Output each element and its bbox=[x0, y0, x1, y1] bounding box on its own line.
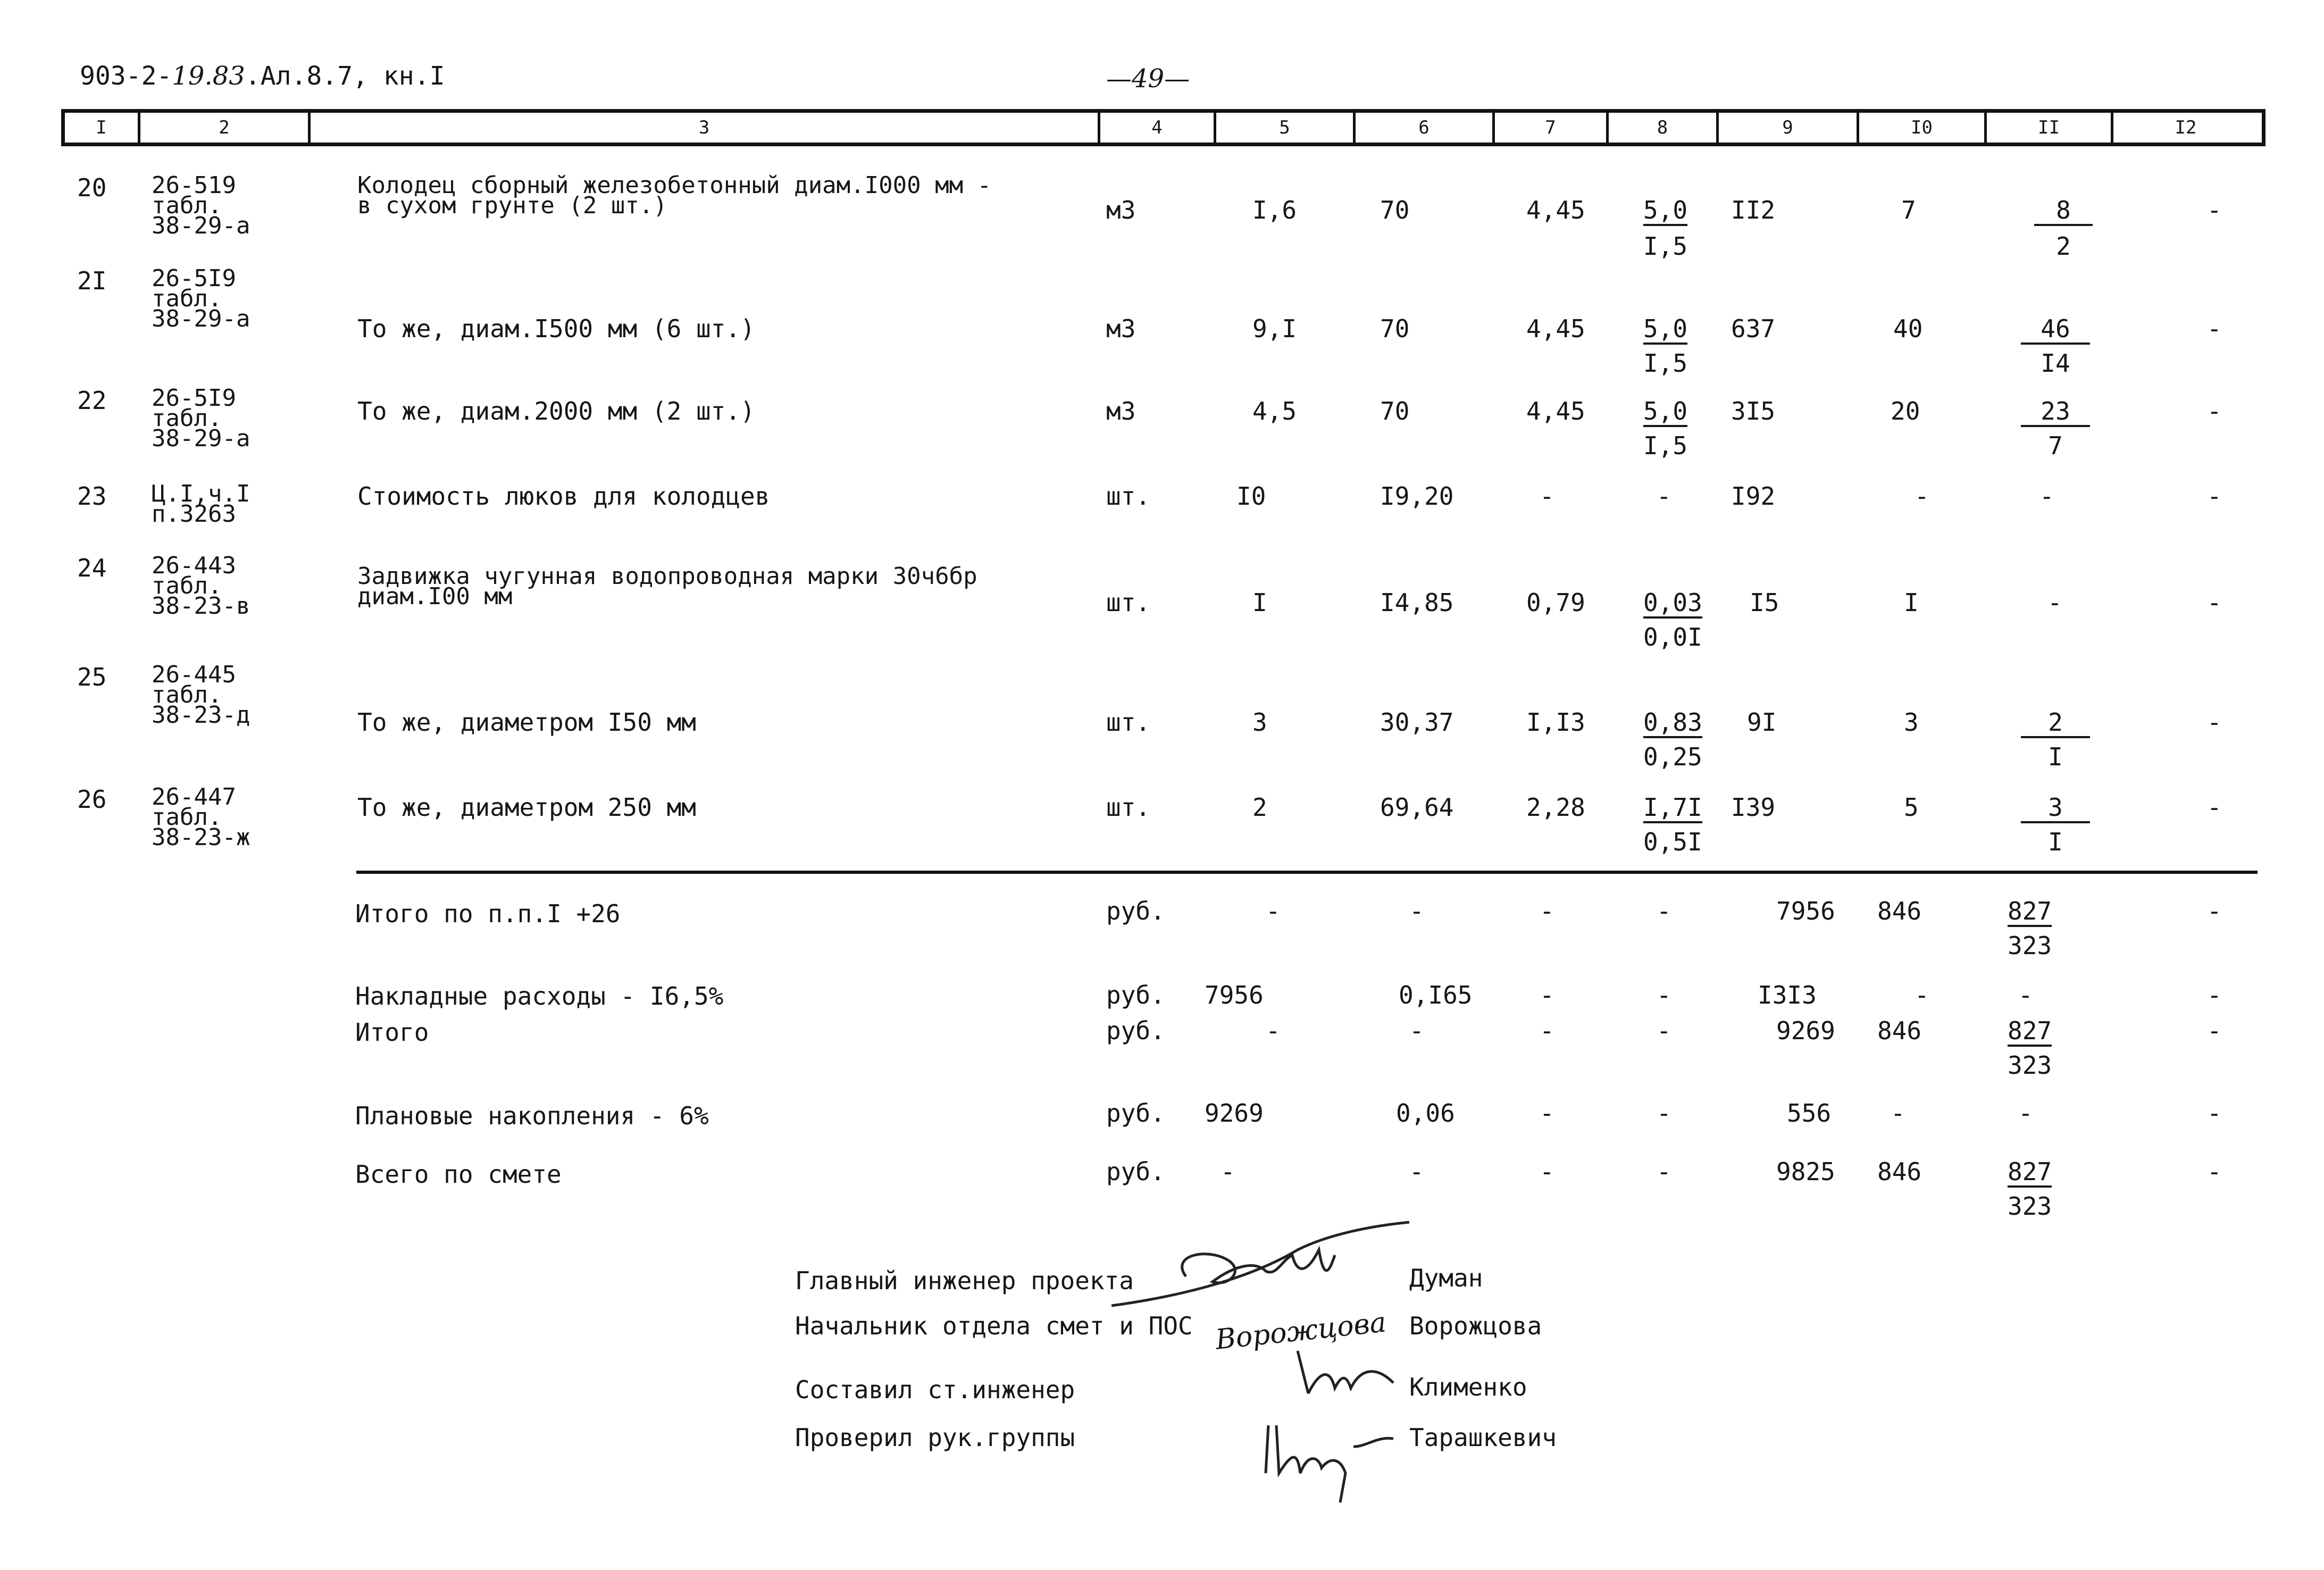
row-description: То же, диам.I500 мм (6 шт.) bbox=[357, 314, 755, 343]
summary-col6: - bbox=[1409, 1157, 1424, 1186]
row-col11-top: - bbox=[2047, 588, 2062, 617]
row-col11-bottom: I4 bbox=[2041, 349, 2070, 378]
summary-col12: - bbox=[2207, 1016, 2222, 1045]
row-quantity: 3 bbox=[1252, 708, 1267, 737]
row-col9: I92 bbox=[1731, 482, 1776, 511]
code-line: 38-29-а bbox=[152, 305, 250, 332]
row-number: 25 bbox=[77, 663, 107, 691]
row-col12: - bbox=[2207, 482, 2222, 511]
column-header-1: I bbox=[65, 113, 140, 143]
row-col9: I5 bbox=[1750, 588, 1779, 617]
column-header-12: I2 bbox=[2175, 117, 2197, 138]
signature-role: Главный инженер проекта bbox=[795, 1266, 1134, 1295]
summary-col10: 846 bbox=[1877, 1157, 1922, 1186]
code-line: 38-29-а bbox=[152, 425, 250, 452]
signature-scribble-estimator bbox=[1287, 1346, 1404, 1404]
summary-col8: - bbox=[1657, 981, 1671, 1009]
doc-code-handwritten: 19.83 bbox=[172, 61, 245, 91]
row-unit: м3 bbox=[1106, 196, 1136, 224]
summary-col9: 556 bbox=[1787, 1099, 1832, 1128]
row-code bbox=[152, 661, 250, 729]
summary-col5: 7956 bbox=[1205, 981, 1264, 1009]
summary-col9: 9825 bbox=[1776, 1157, 1835, 1186]
signature-scribble-chief-engineer bbox=[1106, 1218, 1415, 1314]
code-line: 38-23-в bbox=[152, 592, 250, 620]
code-line: 26-447 bbox=[152, 783, 236, 811]
row-col11-bottom: 7 bbox=[2048, 431, 2063, 460]
summary-col9: 9269 bbox=[1776, 1016, 1835, 1045]
row-col12: - bbox=[2207, 588, 2222, 617]
row-col8-top: 5,0 bbox=[1643, 316, 1687, 345]
row-unit-price: I4,85 bbox=[1380, 588, 1454, 617]
summary-col8: - bbox=[1657, 1099, 1671, 1128]
row-number: 2I bbox=[77, 266, 107, 295]
row-col10: 3 bbox=[1904, 708, 1919, 737]
row-unit-price: 70 bbox=[1380, 397, 1410, 425]
row-description bbox=[357, 172, 992, 219]
row-col7: I,I3 bbox=[1526, 708, 1585, 737]
summary-col5: - bbox=[1266, 897, 1281, 925]
code-line: табл. bbox=[152, 192, 222, 219]
column-header-5: 5 bbox=[1216, 113, 1356, 143]
row-col11-top: 3 bbox=[2021, 795, 2090, 823]
row-description: То же, диаметром I50 мм bbox=[357, 708, 696, 737]
row-unit-price: 30,37 bbox=[1380, 708, 1454, 737]
summary-col11-top: 827 bbox=[2008, 1159, 2052, 1188]
signature-name: Клименко bbox=[1409, 1373, 1527, 1401]
row-number: 24 bbox=[77, 554, 107, 582]
signature-scribble-group-lead bbox=[1260, 1404, 1409, 1505]
summary-col6: - bbox=[1409, 1016, 1424, 1045]
summary-col7: - bbox=[1540, 1099, 1554, 1128]
summary-unit: руб. bbox=[1106, 1157, 1165, 1186]
row-col9: I39 bbox=[1731, 793, 1776, 822]
summary-label: Плановые накопления - 6% bbox=[355, 1101, 709, 1130]
row-quantity: 9,I bbox=[1252, 314, 1297, 343]
code-line: 38-29-а bbox=[152, 212, 250, 239]
code-line: табл. bbox=[152, 285, 222, 312]
summary-col11-top: 827 bbox=[2008, 899, 2052, 927]
summary-col12: - bbox=[2207, 1157, 2222, 1186]
row-col11-top: 8 bbox=[2034, 198, 2093, 226]
row-col9: 9I bbox=[1747, 708, 1777, 737]
row-col8-bottom: I,5 bbox=[1643, 232, 1688, 261]
row-unit: шт. bbox=[1106, 793, 1151, 822]
row-unit: м3 bbox=[1106, 314, 1136, 343]
row-unit: шт. bbox=[1106, 708, 1151, 737]
code-line: 26-443 bbox=[152, 552, 236, 579]
row-unit: м3 bbox=[1106, 397, 1136, 425]
summary-label: Итого bbox=[355, 1018, 429, 1047]
row-col11-bottom: 2 bbox=[2056, 232, 2071, 261]
summary-col8: - bbox=[1657, 1016, 1671, 1045]
row-code bbox=[152, 480, 250, 528]
desc-line: Колодец сборный железобетонный диам.I000 мм - bbox=[357, 172, 992, 199]
summary-col10: - bbox=[1891, 1099, 1905, 1128]
row-quantity: I bbox=[1252, 588, 1267, 617]
column-header-11: II bbox=[1987, 113, 2113, 143]
row-col8-top: - bbox=[1657, 482, 1671, 511]
row-col8-bottom: 0,5I bbox=[1643, 828, 1702, 856]
summary-col5: - bbox=[1266, 1016, 1281, 1045]
row-col11-bottom: I bbox=[2048, 742, 2063, 771]
summary-col11-bottom: 323 bbox=[2008, 1192, 2052, 1221]
row-col8-top: I,7I bbox=[1643, 795, 1702, 823]
row-col7: 4,45 bbox=[1526, 314, 1585, 343]
code-line: 26-445 bbox=[152, 661, 236, 688]
row-col8-bottom: I,5 bbox=[1643, 431, 1688, 460]
row-number: 26 bbox=[77, 785, 107, 814]
summary-label: Всего по смете bbox=[355, 1160, 562, 1189]
row-col7: 2,28 bbox=[1526, 793, 1585, 822]
column-header-2: 2 bbox=[140, 113, 311, 143]
row-col8-top: 5,0 bbox=[1643, 399, 1687, 427]
column-header-7: 7 bbox=[1495, 113, 1609, 143]
signature-name: Ворожцова bbox=[1409, 1312, 1542, 1340]
desc-line: в сухом грунте (2 шт.) bbox=[357, 192, 667, 219]
row-col9: 3I5 bbox=[1731, 397, 1776, 425]
row-unit-price: 70 bbox=[1380, 196, 1410, 224]
row-col8-top: 5,0 bbox=[1643, 198, 1687, 226]
summary-col11-top: - bbox=[2018, 981, 2033, 1009]
row-unit: шт. bbox=[1106, 588, 1151, 617]
column-header-10: I0 bbox=[1859, 113, 1987, 143]
doc-code-prefix: 903-2- bbox=[80, 61, 172, 91]
row-col10: 20 bbox=[1891, 397, 1920, 425]
row-col9: 637 bbox=[1731, 314, 1776, 343]
handwritten-signature: Ворожцова bbox=[1214, 1306, 1388, 1356]
row-description bbox=[357, 563, 977, 610]
code-line: 38-23-д bbox=[152, 702, 250, 729]
summary-unit: руб. bbox=[1106, 981, 1165, 1009]
summary-col10: 846 bbox=[1877, 897, 1922, 925]
row-description: То же, диаметром 250 мм bbox=[357, 793, 696, 822]
summary-col6: - bbox=[1409, 897, 1424, 925]
row-col8-top: 0,03 bbox=[1643, 590, 1702, 619]
desc-line: диам.I00 мм bbox=[357, 583, 513, 610]
row-col12: - bbox=[2207, 196, 2222, 224]
summary-label: Итого по п.п.I +26 bbox=[355, 899, 621, 928]
doc-code-suffix: .Ал.8.7, кн.I bbox=[245, 61, 445, 91]
code-line: п.3263 bbox=[152, 500, 236, 528]
row-quantity: I0 bbox=[1236, 482, 1266, 511]
row-col8-top: 0,83 bbox=[1643, 710, 1702, 738]
row-code bbox=[152, 172, 250, 239]
row-number: 20 bbox=[77, 173, 107, 202]
summary-unit: руб. bbox=[1106, 1099, 1165, 1128]
summary-col11-top: 827 bbox=[2008, 1018, 2052, 1047]
row-code bbox=[152, 385, 250, 452]
summary-col7: - bbox=[1540, 897, 1554, 925]
summary-col11-bottom: 323 bbox=[2008, 931, 2052, 960]
row-unit-price: I9,20 bbox=[1380, 482, 1454, 511]
row-col7: 0,79 bbox=[1526, 588, 1585, 617]
row-code bbox=[152, 552, 250, 620]
doc-code bbox=[80, 61, 445, 91]
row-code bbox=[152, 783, 250, 851]
summary-col9: I3I3 bbox=[1758, 981, 1817, 1009]
summary-col10: - bbox=[1915, 981, 1929, 1009]
row-code bbox=[152, 265, 250, 332]
code-line: 26-5I9 bbox=[152, 265, 236, 292]
summary-col6: 0,06 bbox=[1396, 1099, 1455, 1128]
code-line: 26-519 bbox=[152, 172, 236, 199]
row-col11-top: 23 bbox=[2021, 399, 2090, 427]
summary-col8: - bbox=[1657, 1157, 1671, 1186]
row-col12: - bbox=[2207, 397, 2222, 425]
summary-col7: - bbox=[1540, 1016, 1554, 1045]
column-header-9: 9 bbox=[1719, 113, 1859, 143]
summary-col7: - bbox=[1540, 981, 1554, 1009]
row-quantity: 2 bbox=[1252, 793, 1267, 822]
summary-col6: 0,I65 bbox=[1399, 981, 1473, 1009]
row-col8-bottom: 0,0I bbox=[1643, 623, 1702, 652]
summary-col7: - bbox=[1540, 1157, 1554, 1186]
column-header-8: 8 bbox=[1609, 113, 1719, 143]
row-col12: - bbox=[2207, 708, 2222, 737]
signature-name: Думан bbox=[1409, 1264, 1483, 1292]
row-col10: - bbox=[1915, 482, 1929, 511]
row-col11-top: - bbox=[2039, 482, 2054, 511]
row-col10: 40 bbox=[1893, 314, 1923, 343]
row-col10: 5 bbox=[1904, 793, 1919, 822]
row-col8-bottom: I,5 bbox=[1643, 349, 1688, 378]
summary-col11-top: - bbox=[2018, 1099, 2033, 1128]
row-col11-top: 2 bbox=[2021, 710, 2090, 738]
summary-col11-bottom: 323 bbox=[2008, 1051, 2052, 1080]
row-col11-bottom: I bbox=[2048, 828, 2063, 856]
summary-col12: - bbox=[2207, 981, 2222, 1009]
row-quantity: 4,5 bbox=[1252, 397, 1297, 425]
desc-line: Задвижка чугунная водопроводная марки 30ч6бр bbox=[357, 563, 977, 590]
row-unit-price: 70 bbox=[1380, 314, 1410, 343]
signature-role: Начальник отдела смет и ПОС bbox=[795, 1312, 1193, 1340]
row-col7: - bbox=[1540, 482, 1554, 511]
column-header-4: 4 bbox=[1100, 113, 1216, 143]
code-line: табл. bbox=[152, 572, 222, 599]
row-col7: 4,45 bbox=[1526, 397, 1585, 425]
row-description: Стоимость люков для колодцев bbox=[357, 482, 770, 511]
code-line: Ц.I,ч.I bbox=[152, 480, 250, 507]
page-number: —49— bbox=[1106, 64, 1190, 94]
row-col12: - bbox=[2207, 314, 2222, 343]
summary-unit: руб. bbox=[1106, 897, 1165, 925]
row-col12: - bbox=[2207, 793, 2222, 822]
row-unit-price: 69,64 bbox=[1380, 793, 1454, 822]
row-col9: II2 bbox=[1731, 196, 1776, 224]
row-unit: шт. bbox=[1106, 482, 1151, 511]
summary-col8: - bbox=[1657, 897, 1671, 925]
row-number: 23 bbox=[77, 482, 107, 511]
summary-col5: 9269 bbox=[1205, 1099, 1264, 1128]
row-number: 22 bbox=[77, 386, 107, 415]
row-quantity: I,6 bbox=[1252, 196, 1297, 224]
row-col10: I bbox=[1904, 588, 1919, 617]
code-line: 38-23-ж bbox=[152, 824, 250, 851]
totals-divider bbox=[356, 871, 2258, 874]
column-header-row bbox=[61, 109, 2266, 146]
signature-role: Составил ст.инженер bbox=[795, 1375, 1075, 1404]
column-header-3: 3 bbox=[311, 113, 1100, 143]
summary-col10: 846 bbox=[1877, 1016, 1922, 1045]
summary-label: Накладные расходы - I6,5% bbox=[355, 982, 724, 1011]
summary-col9: 7956 bbox=[1776, 897, 1835, 925]
signature-role: Проверил рук.группы bbox=[795, 1423, 1075, 1452]
column-header-6: 6 bbox=[1356, 113, 1495, 143]
summary-col5: - bbox=[1220, 1157, 1235, 1186]
code-line: 26-5I9 bbox=[152, 385, 236, 412]
row-col7: 4,45 bbox=[1526, 196, 1585, 224]
row-col8-bottom: 0,25 bbox=[1643, 742, 1702, 771]
summary-col12: - bbox=[2207, 897, 2222, 925]
row-description: То же, диам.2000 мм (2 шт.) bbox=[357, 397, 755, 425]
code-line: табл. bbox=[152, 405, 222, 432]
row-col11-top: 46 bbox=[2021, 316, 2090, 345]
signature-name: Тарашкевич bbox=[1409, 1423, 1557, 1452]
row-col10: 7 bbox=[1901, 196, 1916, 224]
code-line: табл. bbox=[152, 804, 222, 831]
code-line: табл. bbox=[152, 681, 222, 708]
summary-col12: - bbox=[2207, 1099, 2222, 1128]
summary-unit: руб. bbox=[1106, 1016, 1165, 1045]
